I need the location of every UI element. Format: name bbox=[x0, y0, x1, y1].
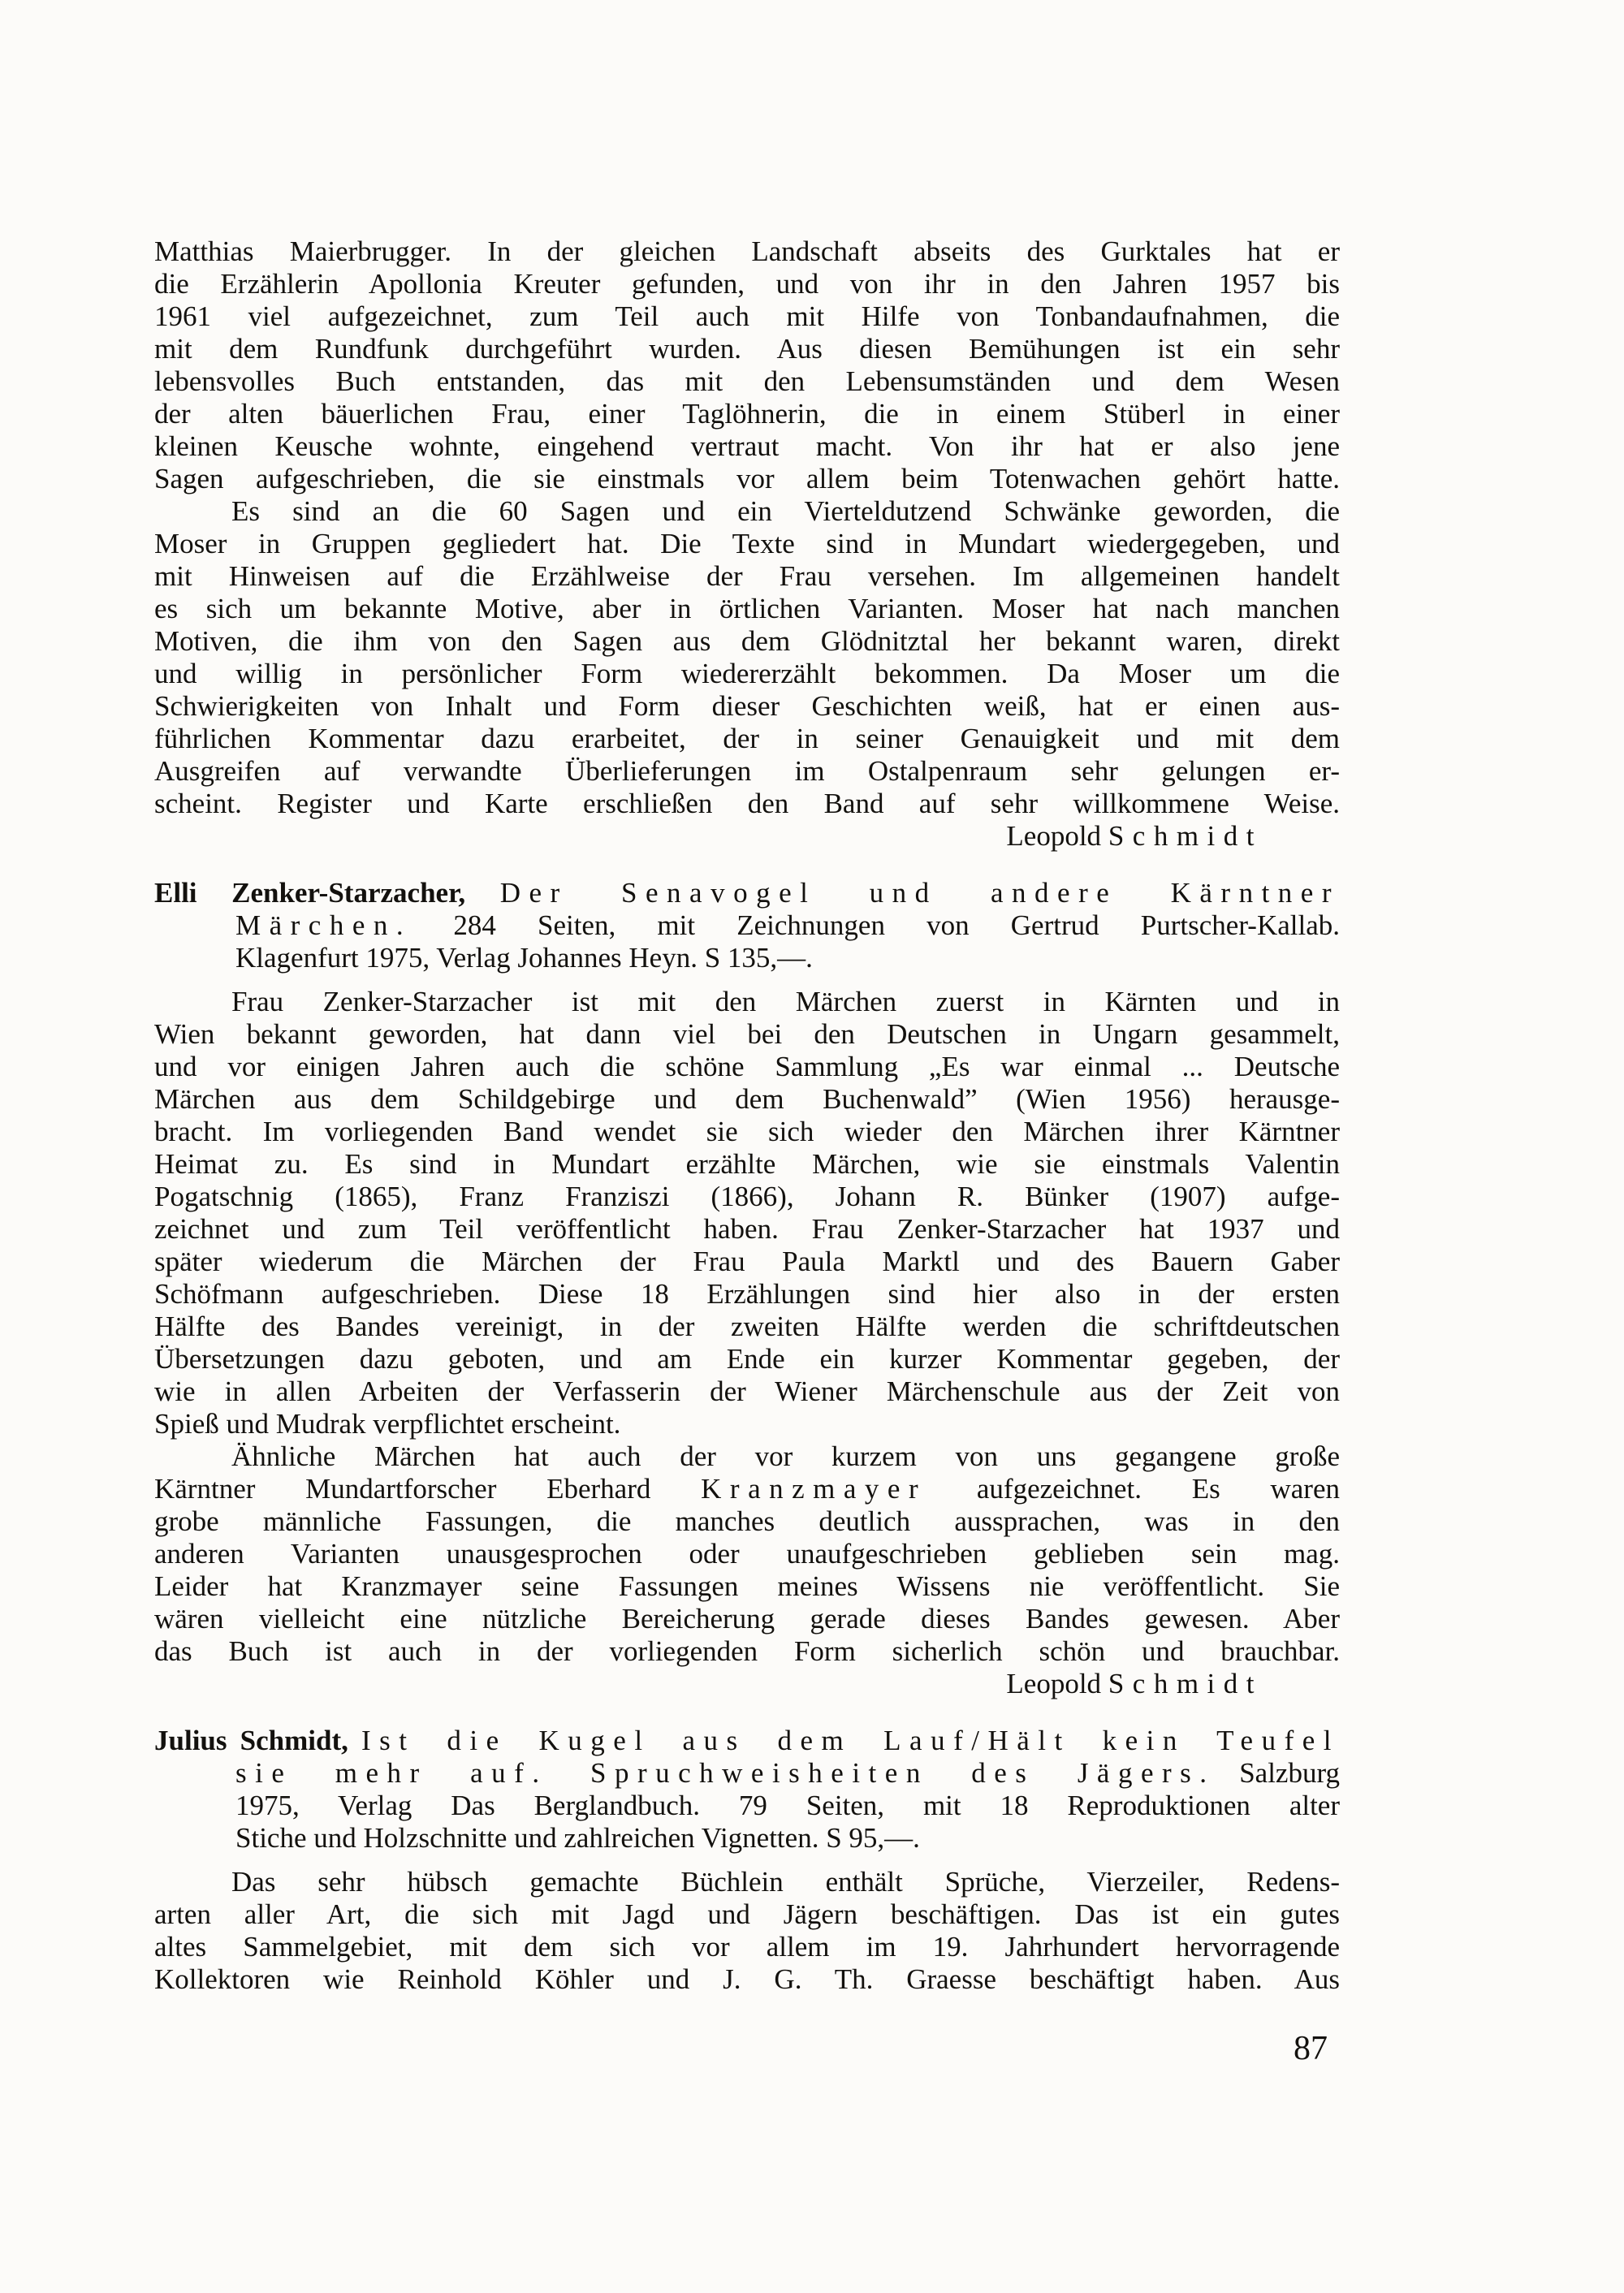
text-segment: Heimat zu. Es sind in Mundart erzählte Märchen, wie sie einstmals Valentin bbox=[154, 1148, 1340, 1180]
letterspaced-text: sie mehr auf. Spruchweisheiten des Jägers. bbox=[235, 1757, 1216, 1789]
text-segment: aufgezeichnet. Es waren bbox=[926, 1473, 1340, 1505]
book-author-name: Julius Schmidt, bbox=[154, 1725, 361, 1756]
text-line bbox=[154, 1473, 1340, 1505]
text-segment: es sich um bekannte Motive, aber in örtlichen Varianten. Moser hat nach manchen bbox=[154, 593, 1340, 624]
maierbrugger-review-paragraph-1 bbox=[154, 235, 1340, 495]
text-line bbox=[154, 1116, 1340, 1148]
text-segment: Hälfte des Bandes vereinigt, in der zweiten Hälfte werden die schriftdeutschen bbox=[154, 1311, 1340, 1342]
text-line bbox=[154, 365, 1340, 398]
text-segment: 284 Seiten, mit Zeichnungen von Gertrud Purtscher-Kallab. bbox=[412, 909, 1340, 941]
text-line bbox=[154, 1603, 1340, 1635]
letterspaced-text: Der Senavogel und andere Kärntner bbox=[499, 877, 1340, 909]
text-segment: Moser in Gruppen gegliedert hat. Die Texte sind in Mundart wiedergegeben, und bbox=[154, 528, 1340, 559]
text-segment: Klagenfurt 1975, Verlag Johannes Heyn. S 135,—. bbox=[235, 942, 813, 974]
text-line bbox=[154, 723, 1340, 755]
text-line bbox=[154, 1963, 1340, 1996]
text-segment: arten aller Art, die sich mit Jagd und Jägern beschäftigen. Das ist ein gutes bbox=[154, 1898, 1340, 1930]
text-segment: 1961 viel aufgezeichnet, zum Teil auch mit Hilfe von Tonbandaufnahmen, die bbox=[154, 300, 1340, 332]
page-number: 87 bbox=[1294, 2030, 1328, 2067]
text-line bbox=[235, 1757, 1340, 1790]
letterspaced-text: Märchen. bbox=[235, 909, 412, 941]
text-segment: Kollektoren wie Reinhold Köhler und J. G. Th. Graesse beschäftigt haben. Aus bbox=[154, 1963, 1340, 1995]
schmidt-review-paragraph-1 bbox=[154, 1866, 1340, 1996]
text-segment: der alten bäuerlichen Frau, einer Taglöhnerin, die in einem Stüberl in einer bbox=[154, 398, 1340, 430]
letterspaced-text: Kranzmayer bbox=[701, 1473, 927, 1505]
text-segment: grobe männliche Fassungen, die manches deutlich aussprachen, was in den bbox=[154, 1505, 1340, 1537]
text-segment: führlichen Kommentar dazu erarbeitet, der in seiner Genauigkeit und mit dem bbox=[154, 723, 1340, 754]
text-segment: und vor einigen Jahren auch die schöne Sammlung „Es war einmal ... Deutsche bbox=[154, 1051, 1340, 1082]
text-line bbox=[154, 1181, 1340, 1213]
text-segment: Motiven, die ihm von den Sagen aus dem Glödnitztal her bekannt waren, direkt bbox=[154, 625, 1340, 657]
text-segment: mit Hinweisen auf die Erzählweise der Frau versehen. Im allgemeinen handelt bbox=[154, 560, 1340, 592]
letterspaced-text: Schmidt bbox=[1108, 820, 1263, 852]
text-line bbox=[154, 495, 1340, 528]
text-line bbox=[154, 1866, 1340, 1898]
text-line bbox=[154, 625, 1340, 658]
text-segment: Leopold bbox=[1006, 1668, 1108, 1699]
text-segment: wären vielleicht eine nützliche Bereicherung gerade dieses Bandes gewesen. Aber bbox=[154, 1603, 1340, 1634]
text-line bbox=[154, 463, 1340, 495]
text-line bbox=[154, 788, 1340, 820]
text-segment: Leider hat Kranzmayer seine Fassungen meines Wissens nie veröffentlicht. Sie bbox=[154, 1570, 1340, 1602]
text-segment: Salzburg bbox=[1215, 1757, 1340, 1789]
text-segment: Spieß und Mudrak verpflichtet erscheint. bbox=[154, 1408, 621, 1440]
text-segment: Märchen aus dem Schildgebirge und dem Buchenwald” (Wien 1956) herausge- bbox=[154, 1083, 1340, 1115]
text-column bbox=[154, 235, 1340, 1996]
zenker-review-paragraph-2 bbox=[154, 1440, 1340, 1668]
text-line bbox=[154, 1505, 1340, 1538]
text-line bbox=[154, 1278, 1340, 1311]
letterspaced-text: Ist die Kugel aus dem Lauf/Hält kein Teufel bbox=[361, 1725, 1340, 1756]
text-line bbox=[154, 690, 1340, 723]
text-segment: und willig in persönlicher Form wiedererzählt bekommen. Da Moser um die bbox=[154, 658, 1340, 689]
text-line bbox=[154, 1898, 1340, 1931]
text-segment: das Buch ist auch in der vorliegenden Form sicherlich schön und brauchbar. bbox=[154, 1635, 1340, 1667]
text-segment: mit dem Rundfunk durchgeführt wurden. Aus diesen Bemühungen ist ein sehr bbox=[154, 333, 1340, 365]
text-segment: die Erzählerin Apollonia Kreuter gefunden, und von ihr in den Jahren 1957 bis bbox=[154, 268, 1340, 300]
text-line bbox=[154, 1725, 1340, 1757]
text-segment: Pogatschnig (1865), Franz Franziszi (1866), Johann R. Bünker (1907) aufge- bbox=[154, 1181, 1340, 1212]
text-line bbox=[154, 1538, 1340, 1570]
text-line bbox=[154, 560, 1340, 593]
text-segment: Matthias Maierbrugger. In der gleichen Landschaft abseits des Gurktales hat er bbox=[154, 235, 1340, 267]
text-line bbox=[154, 333, 1340, 365]
julius-schmidt-book-heading bbox=[154, 1725, 1340, 1855]
text-line bbox=[235, 1790, 1340, 1822]
reviewer-signature-2 bbox=[154, 1668, 1340, 1700]
text-segment: lebensvolles Buch entstanden, das mit den Lebensumständen und dem Wesen bbox=[154, 365, 1340, 397]
book-author-name: Elli Zenker-Starzacher, bbox=[154, 877, 500, 909]
letterspaced-text: Schmidt bbox=[1108, 1668, 1263, 1699]
text-line bbox=[154, 986, 1340, 1018]
reviewer-signature-1 bbox=[154, 820, 1340, 853]
text-segment: Ausgreifen auf verwandte Überlieferungen im Ostalpenraum sehr gelungen er- bbox=[154, 755, 1340, 787]
text-line bbox=[154, 1635, 1340, 1668]
text-line bbox=[235, 1822, 1340, 1855]
text-line bbox=[154, 235, 1340, 268]
text-line bbox=[154, 1343, 1340, 1375]
text-segment: anderen Varianten unausgesprochen oder unaufgeschrieben geblieben sein mag. bbox=[154, 1538, 1340, 1570]
text-line bbox=[154, 1931, 1340, 1963]
zenker-starzacher-book-heading bbox=[154, 877, 1340, 974]
text-segment: wie in allen Arbeiten der Verfasserin der Wiener Märchenschule aus der Zeit von bbox=[154, 1375, 1340, 1407]
text-segment: Es sind an die 60 Sagen und ein Vierteldutzend Schwänke geworden, die bbox=[231, 495, 1340, 527]
text-segment: Kärntner Mundartforscher Eberhard bbox=[154, 1473, 702, 1505]
text-line bbox=[154, 1570, 1340, 1603]
text-segment: Ähnliche Märchen hat auch der vor kurzem von uns gegangene große bbox=[231, 1440, 1340, 1472]
text-line bbox=[154, 1213, 1340, 1246]
text-segment: Schwierigkeiten von Inhalt und Form dieser Geschichten weiß, hat er einen aus- bbox=[154, 690, 1340, 722]
text-line bbox=[235, 909, 1340, 942]
text-line bbox=[154, 755, 1340, 788]
text-segment: 1975, Verlag Das Berglandbuch. 79 Seiten, mit 18 Reproduktionen alter bbox=[235, 1790, 1340, 1821]
text-segment: Das sehr hübsch gemachte Büchlein enthält Sprüche, Vierzeiler, Redens- bbox=[231, 1866, 1340, 1898]
text-line bbox=[154, 1051, 1340, 1083]
text-segment: später wiederum die Märchen der Frau Paula Marktl und des Bauern Gaber bbox=[154, 1246, 1340, 1277]
text-segment: bracht. Im vorliegenden Band wendet sie sich wieder den Märchen ihrer Kärntner bbox=[154, 1116, 1340, 1147]
text-line bbox=[154, 1148, 1340, 1181]
text-line bbox=[154, 593, 1340, 625]
text-segment: Wien bekannt geworden, hat dann viel bei den Deutschen in Ungarn gesammelt, bbox=[154, 1018, 1340, 1050]
text-segment: Frau Zenker-Starzacher ist mit den Märchen zuerst in Kärnten und in bbox=[231, 986, 1340, 1017]
text-segment: Leopold bbox=[1006, 820, 1108, 852]
text-segment: zeichnet und zum Teil veröffentlicht haben. Frau Zenker-Starzacher hat 1937 und bbox=[154, 1213, 1340, 1245]
text-line bbox=[154, 1246, 1340, 1278]
zenker-review-paragraph-1 bbox=[154, 986, 1340, 1440]
text-segment: Stiche und Holzschnitte und zahlreichen Vignetten. S 95,—. bbox=[235, 1822, 920, 1854]
text-line bbox=[154, 1408, 1340, 1440]
text-line bbox=[154, 1440, 1340, 1473]
maierbrugger-review-paragraph-2 bbox=[154, 495, 1340, 820]
text-line bbox=[154, 1375, 1340, 1408]
text-line bbox=[154, 300, 1340, 333]
text-line bbox=[154, 658, 1340, 690]
text-segment: Übersetzungen dazu geboten, und am Ende ein kurzer Kommentar gegeben, der bbox=[154, 1343, 1340, 1375]
text-line bbox=[235, 942, 1340, 974]
text-segment: Schöfmann aufgeschrieben. Diese 18 Erzählungen sind hier also in der ersten bbox=[154, 1278, 1340, 1310]
text-segment: Sagen aufgeschrieben, die sie einstmals vor allem beim Totenwachen gehört hatte. bbox=[154, 463, 1340, 494]
text-line bbox=[154, 1311, 1340, 1343]
text-line bbox=[154, 430, 1340, 463]
text-segment: scheint. Register und Karte erschließen den Band auf sehr willkommene Weise. bbox=[154, 788, 1340, 819]
text-line bbox=[154, 268, 1340, 300]
text-line bbox=[154, 1083, 1340, 1116]
text-line bbox=[154, 528, 1340, 560]
text-line bbox=[154, 398, 1340, 430]
text-segment: altes Sammelgebiet, mit dem sich vor allem im 19. Jahrhundert hervorragende bbox=[154, 1931, 1340, 1963]
text-segment: kleinen Keusche wohnte, eingehend vertraut macht. Von ihr hat er also jene bbox=[154, 430, 1340, 462]
text-line bbox=[154, 1018, 1340, 1051]
text-line bbox=[154, 877, 1340, 909]
